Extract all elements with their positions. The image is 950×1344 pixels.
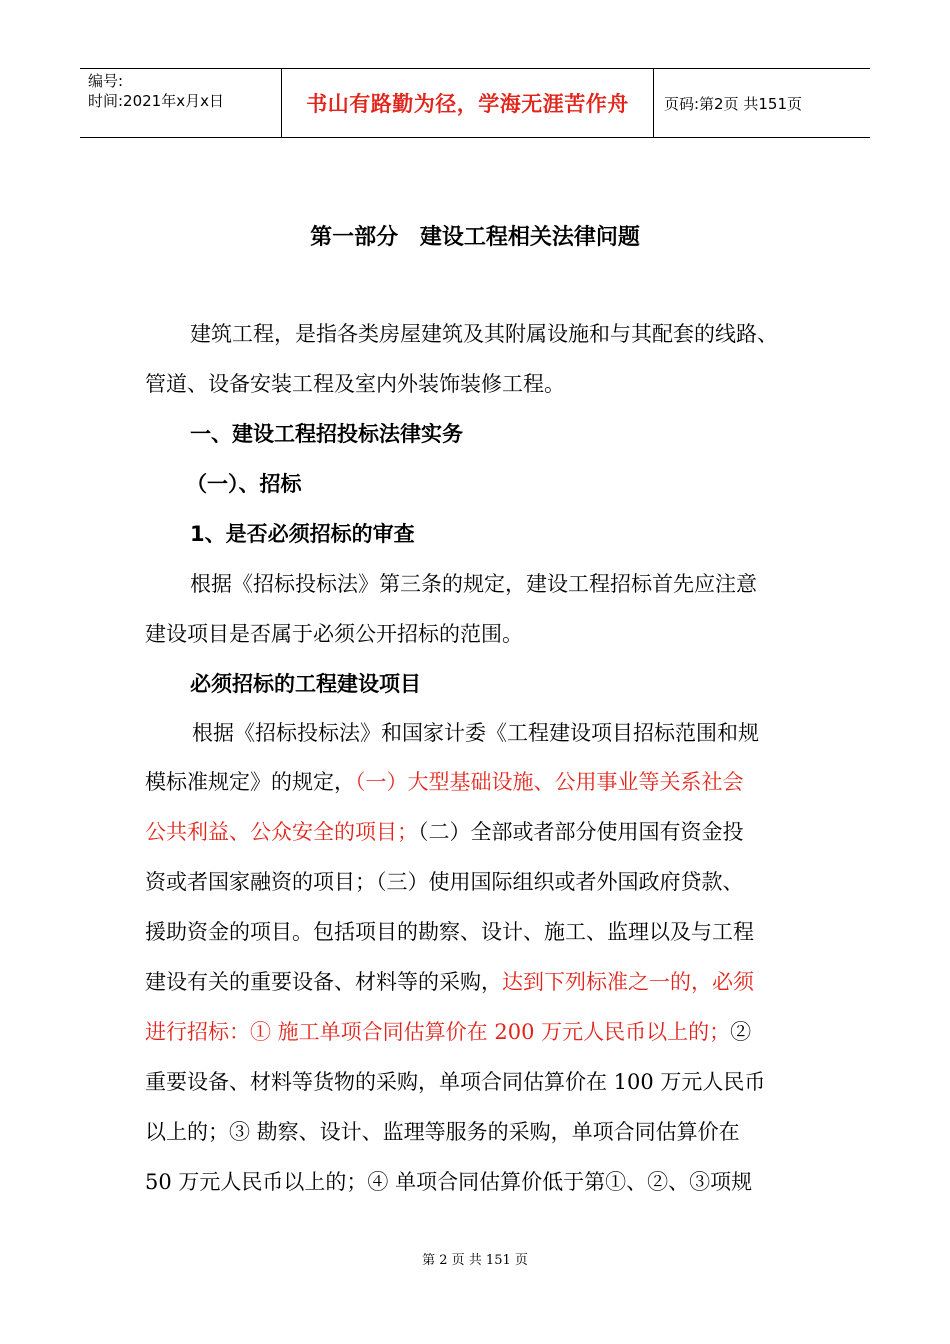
heading-level-2: （一）、招标 [186, 472, 302, 496]
document-date: 时间:2021年x月x日 [88, 92, 224, 110]
section-title: 第一部分 建设工程相关法律问题 [310, 225, 640, 250]
text-run: 模标准规定》的规定， [145, 770, 355, 794]
paragraph-line: 建筑工程，是指各类房屋建筑及其附属设施和与其配套的线路、 [190, 322, 778, 346]
page-footer: 第 2 页 共 151 页 [422, 1253, 528, 1268]
highlighted-text: 达到下列标准之一的，必须 [502, 970, 754, 994]
text-run: ② [730, 1020, 752, 1044]
paragraph-line: 管道、设备安装工程及室内外装饰装修工程。 [145, 372, 565, 396]
paragraph-line [145, 1018, 751, 1046]
paragraph-line: 建设项目是否属于必须公开招标的范围。 [145, 622, 523, 646]
heading-level-1: 一、建设工程招投标法律实务 [190, 422, 463, 446]
header-meta-cell [80, 69, 282, 137]
text-run: 建设有关的重要设备、材料等的采购， [145, 970, 502, 994]
header-page-cell [654, 69, 870, 137]
header-motto-cell [282, 69, 654, 137]
paragraph-line: 以上的；③ 勘察、设计、监理等服务的采购，单项合同估算价在 [145, 1120, 740, 1144]
paragraph-line: 根据《招标投标法》和国家计委《工程建设项目招标范围和规 [192, 721, 759, 745]
heading-level-4: 必须招标的工程建设项目 [190, 672, 421, 696]
text-run: （二）全部或者部分使用国有资金投 [418, 820, 744, 844]
header-page-info: 页码:第2页 共151页 [664, 94, 802, 113]
highlighted-text: 进行招标：① 施工单项合同估算价在 200 万元人民币以上的； [145, 1020, 731, 1044]
highlighted-text: （一）大型基础设施、公用事业等关系社会 [355, 770, 744, 794]
paragraph-line: 根据《招标投标法》第三条的规定，建设工程招标首先应注意 [190, 572, 757, 596]
paragraph-line: 重要设备、材料等货物的采购，单项合同估算价在 100 万元人民币 [145, 1070, 766, 1094]
paragraph-line [145, 768, 744, 796]
header-motto: 书山有路勤为径，学海无涯苦作舟 [306, 92, 629, 116]
highlighted-text: 公共利益、公众安全的项目； [145, 820, 418, 844]
document-code-label: 编号: [88, 72, 124, 90]
paragraph-line [145, 968, 754, 996]
paragraph-line [145, 818, 744, 846]
paragraph-line: 援助资金的项目。包括项目的勘察、设计、施工、监理以及与工程 [145, 920, 754, 944]
heading-level-3: 1、是否必须招标的审查 [190, 522, 415, 546]
paragraph-line: 50 万元人民币以上的；④ 单项合同估算价低于第①、②、③项规 [145, 1170, 753, 1194]
document-header [80, 68, 870, 138]
paragraph-line: 资或者国家融资的项目；（三）使用国际组织或者外国政府贷款、 [145, 870, 744, 894]
